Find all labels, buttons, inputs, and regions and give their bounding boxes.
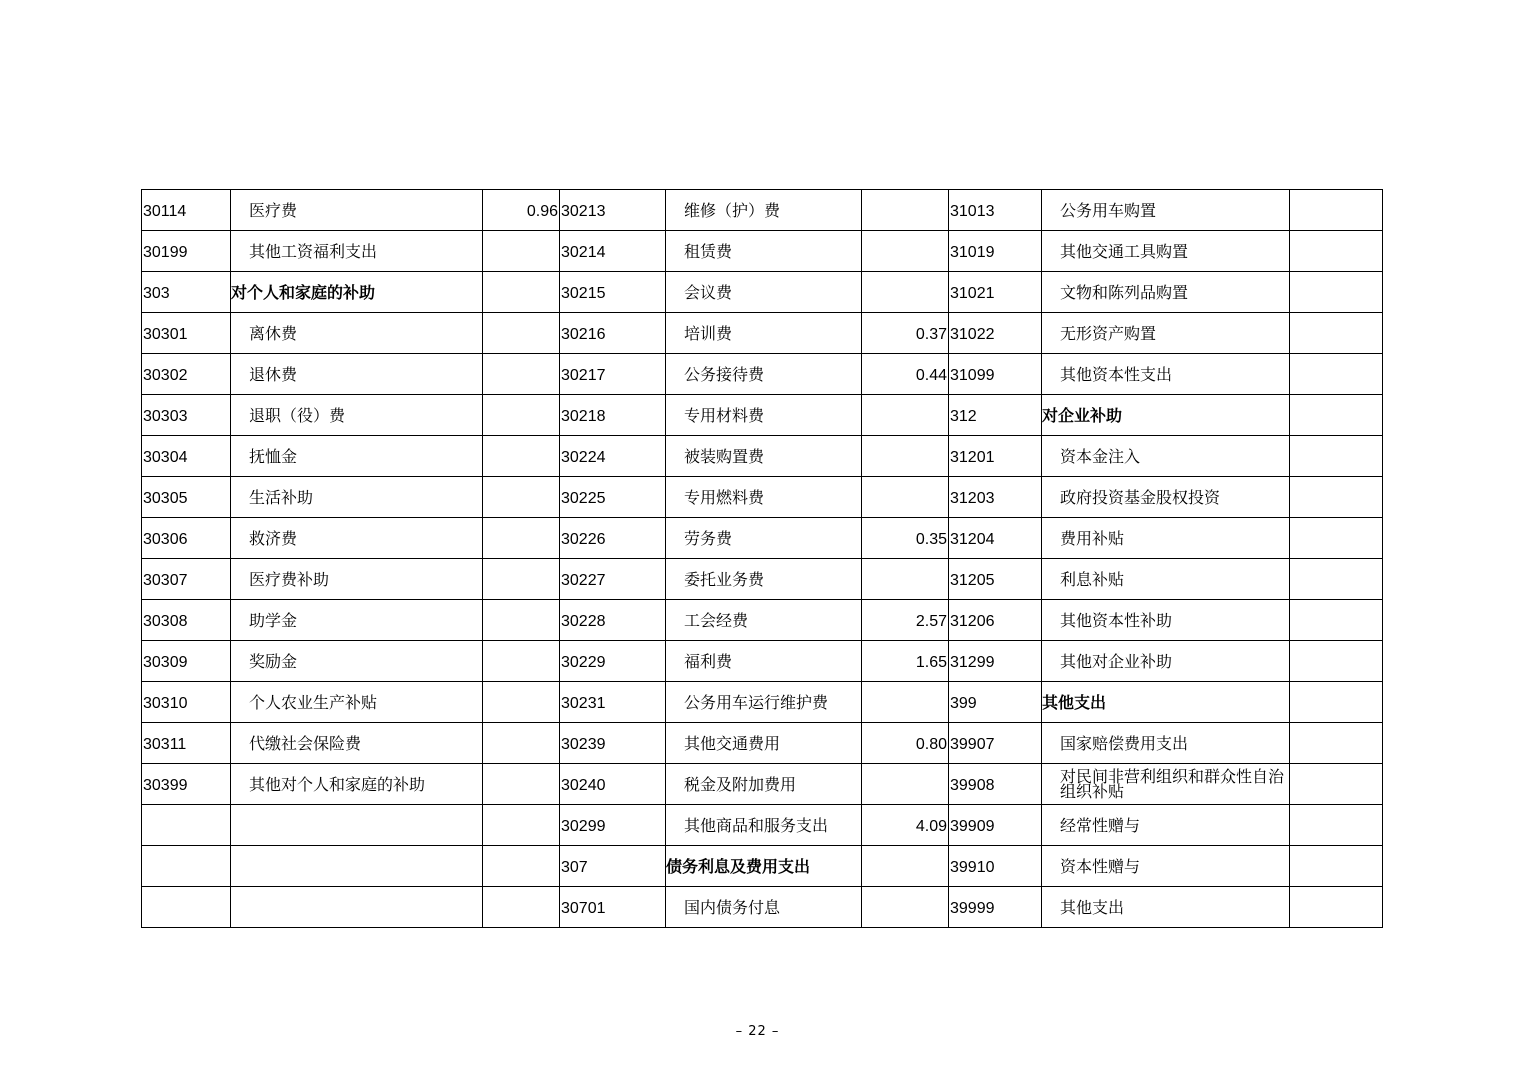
item-code-cell: 30302 — [142, 354, 231, 395]
item-name-cell: 专用燃料费 — [666, 477, 862, 518]
item-name-cell: 奖励金 — [231, 641, 483, 682]
amount-cell — [483, 805, 560, 846]
amount-cell — [862, 477, 949, 518]
item-name-cell: 其他对个人和家庭的补助 — [231, 764, 483, 805]
item-code-cell: 39908 — [949, 764, 1042, 805]
item-code-cell: 30307 — [142, 559, 231, 600]
table-row — [142, 764, 1383, 805]
item-code-cell: 30301 — [142, 313, 231, 354]
item-code-cell: 30229 — [560, 641, 666, 682]
item-name-cell: 被装购置费 — [666, 436, 862, 477]
amount-cell — [862, 436, 949, 477]
item-code-cell: 31206 — [949, 600, 1042, 641]
item-name-cell: 其他资本性支出 — [1042, 354, 1290, 395]
amount-cell — [1290, 313, 1383, 354]
amount-cell — [1290, 190, 1383, 231]
table-row — [142, 436, 1383, 477]
item-name-cell: 租赁费 — [666, 231, 862, 272]
item-code-cell: 30213 — [560, 190, 666, 231]
item-code-cell: 31204 — [949, 518, 1042, 559]
amount-cell — [483, 846, 560, 887]
amount-cell — [862, 272, 949, 313]
table-row — [142, 846, 1383, 887]
page-number: – 22 – — [735, 1024, 780, 1039]
item-code-cell: 30199 — [142, 231, 231, 272]
amount-cell — [1290, 477, 1383, 518]
amount-cell — [862, 395, 949, 436]
item-code-cell — [142, 846, 231, 887]
amount-cell — [862, 887, 949, 928]
item-code-cell: 30216 — [560, 313, 666, 354]
item-name-cell: 经常性赠与 — [1042, 805, 1290, 846]
amount-cell — [1290, 395, 1383, 436]
item-name-cell: 其他交通费用 — [666, 723, 862, 764]
table-body — [142, 190, 1383, 928]
amount-cell — [483, 518, 560, 559]
table-row — [142, 190, 1383, 231]
table-row — [142, 231, 1383, 272]
amount-cell — [1290, 559, 1383, 600]
item-code-cell: 31203 — [949, 477, 1042, 518]
category-name-cell: 债务利息及费用支出 — [666, 846, 862, 887]
amount-cell — [1290, 231, 1383, 272]
item-code-cell: 30228 — [560, 600, 666, 641]
item-name-cell: 医疗费 — [231, 190, 483, 231]
item-name-cell: 救济费 — [231, 518, 483, 559]
item-name-cell: 利息补贴 — [1042, 559, 1290, 600]
item-code-cell: 30218 — [560, 395, 666, 436]
item-name-cell — [231, 846, 483, 887]
item-name-cell: 对民间非营利组织和群众性自治组织补贴 — [1042, 764, 1290, 805]
item-code-cell: 30239 — [560, 723, 666, 764]
item-name-cell: 国内债务付息 — [666, 887, 862, 928]
amount-cell — [483, 559, 560, 600]
item-code-cell: 30114 — [142, 190, 231, 231]
item-name-cell: 其他商品和服务支出 — [666, 805, 862, 846]
amount-cell — [483, 682, 560, 723]
amount-cell: 0.96 — [483, 190, 560, 231]
amount-cell: 0.35 — [862, 518, 949, 559]
item-name-cell: 政府投资基金股权投资 — [1042, 477, 1290, 518]
item-code-cell: 30701 — [560, 887, 666, 928]
item-code-cell: 31205 — [949, 559, 1042, 600]
table-row — [142, 272, 1383, 313]
table-row — [142, 682, 1383, 723]
category-name-cell: 对个人和家庭的补助 — [231, 272, 483, 313]
item-code-cell: 31021 — [949, 272, 1042, 313]
item-code-cell: 30226 — [560, 518, 666, 559]
table-row — [142, 887, 1383, 928]
amount-cell — [1290, 846, 1383, 887]
amount-cell — [483, 477, 560, 518]
item-name-cell: 劳务费 — [666, 518, 862, 559]
item-name-cell: 维修（护）费 — [666, 190, 862, 231]
item-code-cell: 399 — [949, 682, 1042, 723]
item-name-cell — [231, 805, 483, 846]
item-name-cell: 会议费 — [666, 272, 862, 313]
item-code-cell: 312 — [949, 395, 1042, 436]
item-code-cell: 30304 — [142, 436, 231, 477]
item-name-cell: 资本金注入 — [1042, 436, 1290, 477]
amount-cell — [483, 723, 560, 764]
amount-cell: 0.80 — [862, 723, 949, 764]
item-code-cell: 30311 — [142, 723, 231, 764]
amount-cell — [483, 436, 560, 477]
item-code-cell: 30231 — [560, 682, 666, 723]
item-code-cell: 31099 — [949, 354, 1042, 395]
item-name-cell: 委托业务费 — [666, 559, 862, 600]
amount-cell — [1290, 764, 1383, 805]
item-name-cell — [231, 887, 483, 928]
item-code-cell: 30306 — [142, 518, 231, 559]
item-code-cell: 30240 — [560, 764, 666, 805]
item-code-cell: 39910 — [949, 846, 1042, 887]
amount-cell — [1290, 518, 1383, 559]
category-name-cell: 其他支出 — [1042, 682, 1290, 723]
item-code-cell: 30227 — [560, 559, 666, 600]
amount-cell — [1290, 600, 1383, 641]
item-name-cell: 退休费 — [231, 354, 483, 395]
item-name-cell: 国家赔偿费用支出 — [1042, 723, 1290, 764]
amount-cell — [1290, 641, 1383, 682]
table-row — [142, 395, 1383, 436]
amount-cell — [1290, 887, 1383, 928]
item-code-cell — [142, 887, 231, 928]
item-name-cell: 其他工资福利支出 — [231, 231, 483, 272]
amount-cell — [1290, 682, 1383, 723]
item-code-cell: 30309 — [142, 641, 231, 682]
amount-cell — [862, 190, 949, 231]
item-name-cell: 专用材料费 — [666, 395, 862, 436]
item-code-cell: 31201 — [949, 436, 1042, 477]
amount-cell — [862, 764, 949, 805]
item-code-cell: 31013 — [949, 190, 1042, 231]
amount-cell — [862, 682, 949, 723]
item-name-cell: 工会经费 — [666, 600, 862, 641]
item-code-cell: 31022 — [949, 313, 1042, 354]
amount-cell — [483, 887, 560, 928]
table-row — [142, 518, 1383, 559]
item-code-cell: 39909 — [949, 805, 1042, 846]
amount-cell — [1290, 805, 1383, 846]
amount-cell: 2.57 — [862, 600, 949, 641]
amount-cell — [862, 846, 949, 887]
item-name-cell: 培训费 — [666, 313, 862, 354]
item-code-cell — [142, 805, 231, 846]
item-code-cell: 30303 — [142, 395, 231, 436]
item-name-cell: 离休费 — [231, 313, 483, 354]
table-row — [142, 641, 1383, 682]
item-name-cell: 代缴社会保险费 — [231, 723, 483, 764]
amount-cell — [483, 231, 560, 272]
amount-cell — [483, 272, 560, 313]
item-code-cell: 39999 — [949, 887, 1042, 928]
item-name-cell: 公务接待费 — [666, 354, 862, 395]
item-name-cell: 其他交通工具购置 — [1042, 231, 1290, 272]
item-name-cell: 文物和陈列品购置 — [1042, 272, 1290, 313]
item-code-cell: 303 — [142, 272, 231, 313]
item-name-cell: 税金及附加费用 — [666, 764, 862, 805]
item-name-cell: 其他对企业补助 — [1042, 641, 1290, 682]
item-name-cell: 其他支出 — [1042, 887, 1290, 928]
amount-cell: 1.65 — [862, 641, 949, 682]
item-code-cell: 30214 — [560, 231, 666, 272]
item-name-cell: 无形资产购置 — [1042, 313, 1290, 354]
item-name-cell: 个人农业生产补贴 — [231, 682, 483, 723]
amount-cell — [483, 313, 560, 354]
amount-cell: 0.37 — [862, 313, 949, 354]
item-code-cell: 30224 — [560, 436, 666, 477]
item-code-cell: 31019 — [949, 231, 1042, 272]
amount-cell — [483, 764, 560, 805]
table-row — [142, 559, 1383, 600]
item-name-cell: 抚恤金 — [231, 436, 483, 477]
item-name-cell: 医疗费补助 — [231, 559, 483, 600]
item-code-cell: 30310 — [142, 682, 231, 723]
item-code-cell: 30225 — [560, 477, 666, 518]
amount-cell — [1290, 354, 1383, 395]
item-code-cell: 30305 — [142, 477, 231, 518]
table-row — [142, 723, 1383, 764]
amount-cell — [1290, 272, 1383, 313]
item-name-cell: 其他资本性补助 — [1042, 600, 1290, 641]
category-name-cell: 对企业补助 — [1042, 395, 1290, 436]
item-code-cell: 30217 — [560, 354, 666, 395]
budget-classification-table — [141, 189, 1383, 928]
item-name-cell: 资本性赠与 — [1042, 846, 1290, 887]
amount-cell — [1290, 436, 1383, 477]
item-name-cell: 福利费 — [666, 641, 862, 682]
item-name-cell: 公务用车购置 — [1042, 190, 1290, 231]
item-name-cell: 助学金 — [231, 600, 483, 641]
amount-cell — [862, 231, 949, 272]
item-name-cell: 公务用车运行维护费 — [666, 682, 862, 723]
amount-cell: 4.09 — [862, 805, 949, 846]
item-code-cell: 30215 — [560, 272, 666, 313]
item-name-cell: 生活补助 — [231, 477, 483, 518]
item-name-cell: 费用补贴 — [1042, 518, 1290, 559]
item-code-cell: 39907 — [949, 723, 1042, 764]
item-code-cell: 31299 — [949, 641, 1042, 682]
amount-cell — [862, 559, 949, 600]
table-row — [142, 805, 1383, 846]
item-code-cell: 307 — [560, 846, 666, 887]
item-code-cell: 30299 — [560, 805, 666, 846]
table-row — [142, 600, 1383, 641]
item-code-cell: 30308 — [142, 600, 231, 641]
item-name-cell: 退职（役）费 — [231, 395, 483, 436]
amount-cell — [483, 395, 560, 436]
table-row — [142, 354, 1383, 395]
amount-cell — [483, 354, 560, 395]
amount-cell: 0.44 — [862, 354, 949, 395]
amount-cell — [483, 641, 560, 682]
table-row — [142, 313, 1383, 354]
amount-cell — [1290, 723, 1383, 764]
table-row — [142, 477, 1383, 518]
item-code-cell: 30399 — [142, 764, 231, 805]
amount-cell — [483, 600, 560, 641]
